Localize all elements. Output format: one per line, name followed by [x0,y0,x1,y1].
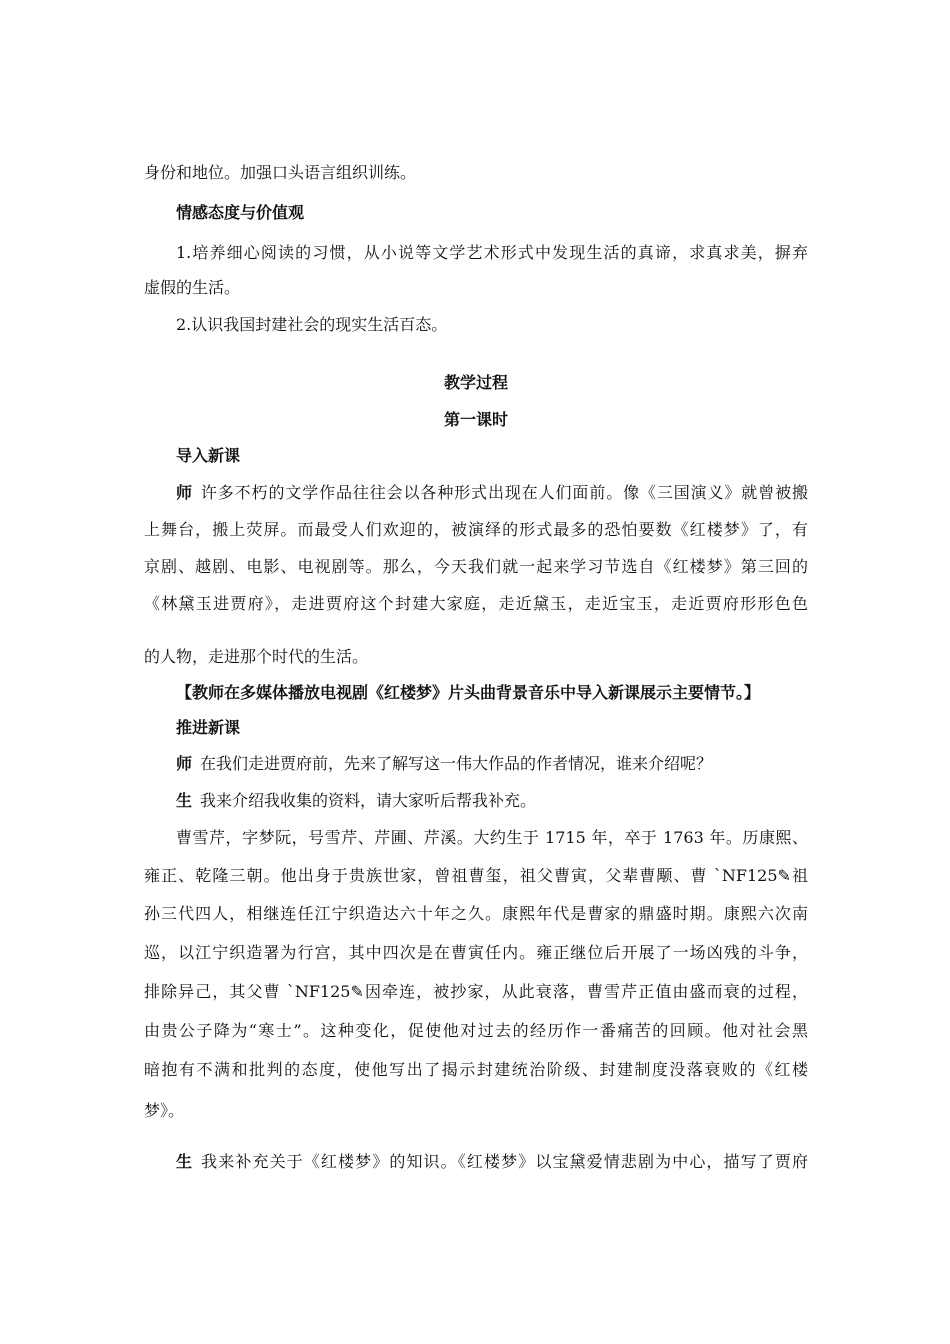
section-heading-intro: 导入新课 [176,446,241,465]
dialogue-text: 我来补充关于《红楼梦》的知识。《红楼梦》以宝黛爱情悲剧为中心，描写了贾府 [201,1152,808,1171]
dialogue-student-2 [176,1149,808,1175]
section-heading-emotion: 情感态度与价值观 [176,203,305,222]
list-item-1-line-1: 1.培养细心阅读的习惯，从小说等文学艺术形式中发现生活的真谛，求真求美，摒弃 [176,243,808,262]
speaker-student: 生 [176,791,193,810]
bio-line-1: 曹雪芹，字梦阮，号雪芹、芹圃、芹溪。大约生于 1715 年，卒于 1763 年。历康熙、 [176,828,808,847]
bio-line-2: 雍正、乾隆三朝。他出身于贵族世家，曾祖曹玺，祖父曹寅，父辈曹颙、曹 `NF125✎祖 [144,866,808,885]
dialogue-student [176,788,808,814]
paragraph-line: 身份和地位。加强口头语言组织训练。 [144,163,417,182]
intro-paragraph-line-5: 的人物，走进那个时代的生活。 [144,647,369,666]
bio-line-6: 由贵公子降为“寒士”。这种变化，促使他对过去的经历作一番痛苦的回顾。他对社会黑 [144,1021,808,1040]
dialogue-text: 在我们走进贾府前，先来了解写这一伟大作品的作者情况，谁来介绍呢？ [200,754,713,773]
intro-paragraph-line-2: 上舞台，搬上荧屏。而最受人们欢迎的，被演绎的形式最多的恐怕要数《红楼梦》了，有 [144,520,808,539]
intro-paragraph-line-4: 《林黛玉进贾府》，走进贾府这个封建大家庭，走近黛玉，走近宝玉，走近贾府形形色色 [144,594,808,613]
list-item-1-line-2: 虚假的生活。 [144,278,241,297]
bio-line-3: 孙三代四人，相继连任江宁织造达六十年之久。康熙年代是曹家的鼎盛时期。康熙六次南 [144,904,808,923]
speaker-teacher: 师 [176,754,193,773]
intro-paragraph-line-3: 京剧、越剧、电影、电视剧等。那么，今天我们就一起来学习节选自《红楼梦》第三回的 [144,557,808,576]
intro-paragraph-line-1 [176,480,808,506]
dialogue-teacher [176,751,808,777]
dialogue-text: 我来介绍我收集的资料，请大家听后帮我补充。 [200,791,537,810]
bio-line-7: 暗抱有不满和批判的态度，使他写出了揭示封建统治阶级、封建制度没落衰败的《红楼 [144,1060,808,1079]
bio-line-5: 排除异己，其父曹 `NF125✎因牵连，被抄家，从此衰落，曹雪芹正值由盛而衰的过程， [144,982,808,1001]
list-item-2: 2.认识我国封建社会的现实生活百态。 [176,315,448,334]
process-title: 教学过程 [443,373,508,392]
speaker-student: 生 [176,1152,194,1171]
bracket-note: 【教师在多媒体播放电视剧《红楼梦》片头曲背景音乐中导入新课展示主要情节。】 [176,683,761,702]
bio-line-4: 巡，以江宁织造署为行宫，其中四次是在曹寅任内。雍正继位后开展了一场凶残的斗争， [144,943,808,962]
bio-line-8: 梦》。 [144,1101,185,1120]
speaker-teacher: 师 [176,483,193,502]
section-heading-advance: 推进新课 [176,718,241,737]
process-subtitle: 第一课时 [443,410,508,429]
intro-text: 许多不朽的文学作品往往会以各种形式出现在人们面前。像《三国演义》就曾被搬 [200,483,808,502]
